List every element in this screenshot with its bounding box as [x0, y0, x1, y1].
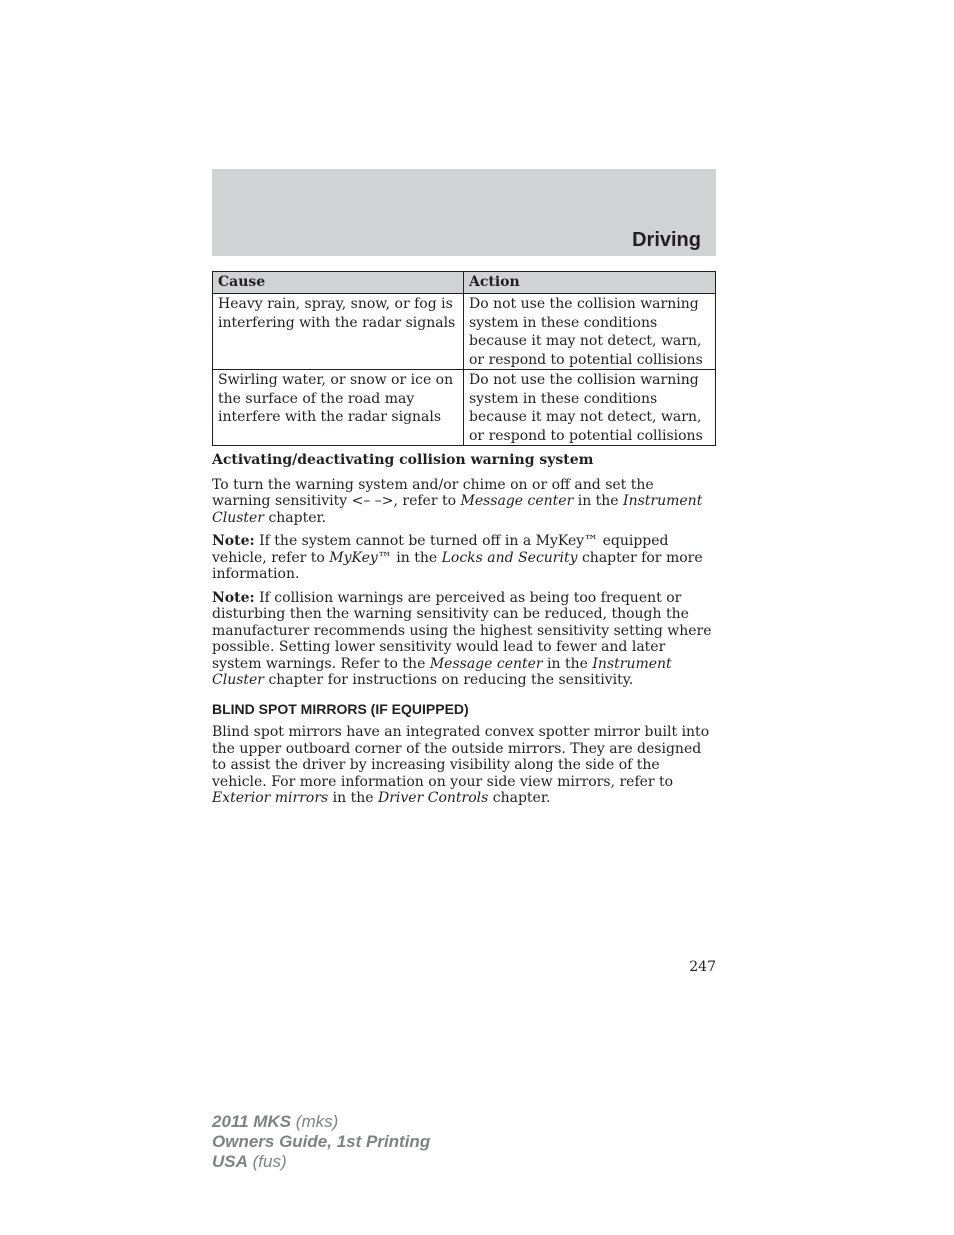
column-header-action: Action: [464, 272, 716, 294]
text-run: chapter.: [488, 790, 551, 806]
header-band: [212, 169, 716, 256]
text-run: in the: [573, 493, 624, 509]
note-label: Note:: [212, 589, 255, 606]
text-run: in the: [391, 549, 442, 566]
text-run: chapter for more information.: [212, 549, 703, 582]
footer: [212, 1112, 430, 1172]
reference-mykey: MyKey™: [329, 549, 392, 566]
footer-line-1: [212, 1112, 430, 1132]
cause-action-table: [212, 271, 716, 446]
text-run: If the system cannot be turned off in a MyKey™ equipped vehicle, refer to: [212, 533, 669, 566]
note-mykey: [212, 533, 716, 583]
page-number: 247: [689, 959, 716, 975]
column-header-cause: Cause: [213, 272, 464, 294]
action-cell: Do not use the collision warning system in these conditions because it may not detect, warn, or respond to potential collisions: [464, 370, 716, 446]
footer-printing: Owners Guide, 1st Printing: [212, 1132, 431, 1151]
reference-message-center: Message center: [429, 655, 543, 672]
activating-paragraph: [212, 477, 716, 527]
table-header-row: [213, 272, 716, 294]
blind-spot-heading: BLIND SPOT MIRRORS (IF EQUIPPED): [212, 700, 469, 717]
reference-instrument-cluster: Instrument Cluster: [212, 655, 672, 688]
cause-cell: Heavy rain, spray, snow, or fog is interfering with the radar signals: [213, 294, 464, 370]
footer-market-code: (fus): [247, 1152, 287, 1171]
text-run: chapter.: [264, 509, 327, 526]
reference-message-center: Message center: [460, 493, 574, 509]
blind-spot-paragraph: [212, 724, 716, 807]
text-run: in the: [328, 790, 378, 806]
note-sensitivity: [212, 590, 716, 689]
text-run: chapter for instructions on reducing the sensitivity.: [264, 672, 634, 688]
text-run: in the: [542, 655, 593, 672]
text-run: Blind spot mirrors have an integrated convex spotter mirror built into the upper outboard corner of the outside mirrors. They are designed to assist the driver by increasing visibility along the side of the vehicle. For more information on your side view mirrors, refer to: [212, 724, 710, 790]
footer-line-3: [212, 1152, 430, 1172]
cause-cell: Swirling water, or snow or ice on the surface of the road may interfere with the radar signals: [213, 370, 464, 446]
reference-locks-security: Locks and Security: [441, 549, 578, 566]
reference-driver-controls: Driver Controls: [378, 790, 489, 806]
action-cell: Do not use the collision warning system in these conditions because it may not detect, warn, or respond to potential collisions: [464, 294, 716, 370]
footer-model-code: (mks): [291, 1112, 339, 1131]
section-title: Driving: [632, 229, 701, 251]
note-label: Note:: [212, 533, 255, 549]
reference-exterior-mirrors: Exterior mirrors: [212, 790, 329, 806]
text-run: If collision warnings are perceived as being too frequent or disturbing then the warning sensitivity can be reduced, though the manufacturer recommends using the highest sensitivity setting where possible. Setting lower sensitivity would lead to fewer and later system warnings. Refer to the: [212, 589, 712, 672]
table-row: [213, 294, 716, 370]
page-content: [212, 452, 716, 814]
reference-instrument-cluster: Instrument Cluster: [212, 493, 703, 526]
footer-model: 2011 MKS: [212, 1112, 292, 1131]
text-run: To turn the warning system and/or chime on or off and set the warning sensitivity <– –>, refer to: [212, 476, 654, 509]
footer-line-2: [212, 1132, 430, 1152]
activating-heading: Activating/deactivating collision warning system: [212, 452, 594, 468]
table-row: [213, 370, 716, 446]
footer-market: USA: [212, 1152, 248, 1171]
